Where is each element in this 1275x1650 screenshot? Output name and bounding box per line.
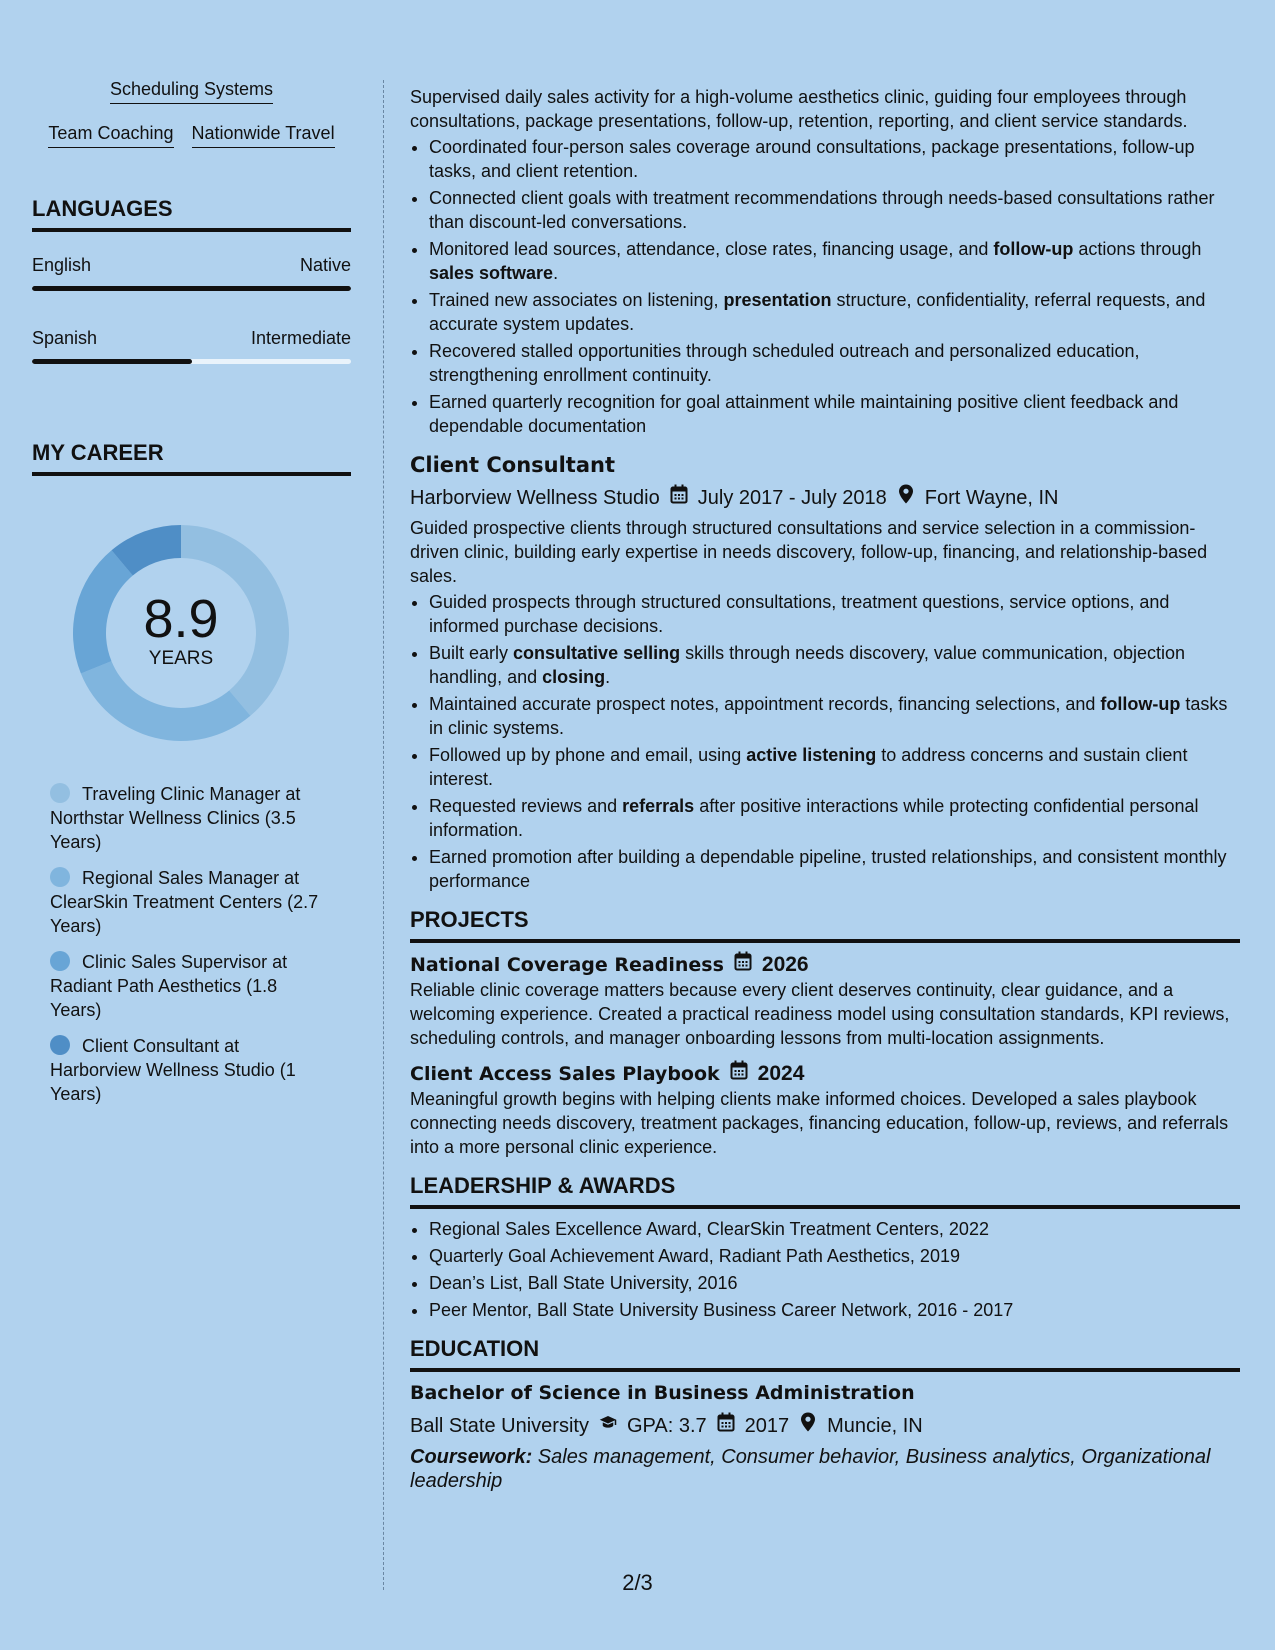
calendar-icon [734,951,752,978]
project-item [410,1060,1240,1159]
school-location: Muncie, IN [827,1414,923,1437]
legend-label: Regional Sales Manager at ClearSkin Treatment Centers (2.7 Years) [50,868,319,936]
right-column [410,85,1240,1493]
project-description: Meaningful growth begins with helping clients make informed choices. Developed a sales playbook connecting needs discovery, treatment packages, financing education, follow-up, reviews, and referrals into a more personal clinic experience. [410,1089,1229,1157]
language-level: Intermediate [250,328,351,348]
legend-dot [50,783,70,803]
language-item [32,254,351,291]
left-column [32,78,351,1118]
degree-title: Bachelor of Science in Business Administration [410,1382,915,1404]
calendar-icon [730,1060,748,1087]
map-pin-icon [897,484,915,511]
job-bullets [410,135,1240,438]
awards-list [410,1217,1240,1322]
bullet-item: • Connected client goals with treatment recommendations through needs-based consultations rather than discount-led conversations. [429,186,1240,234]
bullet-item: • Recovered stalled opportunities through scheduled outreach and personalized education, strengthening enrollment continuity. [429,339,1240,387]
bullet-item: • Earned promotion after building a dependable pipeline, trusted relationships, and consistent monthly performance [429,845,1240,893]
project-year: 2026 [761,952,809,976]
education-heading: EDUCATION [410,1336,1240,1372]
language-proficiency-fill [32,359,192,364]
project-title: National Coverage Readiness [410,953,724,976]
award-item: • Regional Sales Excellence Award, ClearSkin Treatment Centers, 2022 [429,1217,1240,1241]
languages-section [32,196,351,364]
award-item: • Peer Mentor, Ball State University Business Career Network, 2016 - 2017 [429,1298,1240,1322]
coursework [410,1445,1240,1493]
career-legend-item [50,782,320,854]
career-legend [50,782,320,1106]
skill-tag: Scheduling Systems [110,78,273,104]
job-dates: July 2017 - July 2018 [697,486,887,509]
language-name: Spanish [32,328,98,348]
language-name: English [32,255,92,275]
school-name: Ball State University [410,1414,589,1437]
career-legend-item [50,1034,320,1106]
job-meta [410,484,1240,511]
job-bullets [410,590,1240,893]
language-level: Native [299,255,351,275]
bullet-item: • Requested reviews and referrals after positive interactions while protecting confidential personal information. [429,794,1240,842]
language-proficiency-bar [32,286,351,291]
legend-label: Traveling Clinic Manager at Northstar Wellness Clinics (3.5 Years) [50,784,301,852]
career-total-years: 8.9 [143,589,219,649]
career-legend-item [50,950,320,1022]
company-name: Harborview Wellness Studio [410,486,660,509]
bullet-item: • Earned quarterly recognition for goal attainment while maintaining positive client feedback and dependable documentation [429,390,1240,438]
language-item [32,327,351,364]
job-summary: Guided prospective clients through structured consultations and service selection in a commission-driven clinic, building early expertise in needs discovery, follow-up, financing, and relationship-based sales. [410,518,1208,586]
projects-heading: PROJECTS [410,907,1240,943]
bullet-item: • Maintained accurate prospect notes, appointment records, financing selections, and follow-up tasks in clinic systems. [429,692,1240,740]
awards-heading: LEADERSHIP & AWARDS [410,1173,1240,1209]
graduation-year: 2017 [744,1414,790,1437]
language-proficiency-bar [32,359,351,364]
legend-dot [50,867,70,887]
job-location: Fort Wayne, IN [924,486,1059,509]
legend-dot [50,1035,70,1055]
graduation-cap-icon [599,1412,617,1439]
project-year: 2024 [757,1061,805,1085]
project-item [410,951,1240,1050]
page-number: 2/3 [622,1570,653,1595]
legend-label: Clinic Sales Supervisor at Radiant Path Aesthetics (1.8 Years) [50,952,288,1020]
languages-list [32,254,351,364]
language-proficiency-fill [32,286,351,291]
languages-heading: LANGUAGES [32,196,351,232]
column-divider [383,80,384,1590]
bullet-item: • Trained new associates on listening, presentation structure, confidentiality, referral requests, and accurate system updates. [429,288,1240,336]
skills-row-2 [32,122,351,148]
donut-segment [81,661,251,741]
award-item: • Dean’s List, Ball State University, 2016 [429,1271,1240,1295]
legend-dot [50,951,70,971]
skills-row-1 [32,78,351,104]
coursework-list: Sales management, Consumer behavior, Business analytics, Organizational leadership [410,1446,1211,1492]
job-summary: Supervised daily sales activity for a high-volume aesthetics clinic, guiding four employees through consultations, package presentations, follow-up, retention, reporting, and client service standards. [410,87,1188,131]
map-pin-icon [799,1412,817,1439]
skill-tag: Nationwide Travel [192,122,335,148]
career-total-unit: YEARS [148,648,214,669]
career-section [32,440,351,1106]
career-donut-chart [66,518,296,748]
gpa: GPA: 3.7 [626,1414,707,1437]
donut-center [66,590,296,670]
bullet-item: • Followed up by phone and email, using active listening to address concerns and sustain client interest. [429,743,1240,791]
bullet-item: • Guided prospects through structured consultations, treatment questions, service options, and informed purchase decisions. [429,590,1240,638]
skill-tag: Team Coaching [48,122,173,148]
education-meta [410,1412,1240,1439]
job-title: Client Consultant [410,453,615,477]
award-item: • Quarterly Goal Achievement Award, Radiant Path Aesthetics, 2019 [429,1244,1240,1268]
bullet-item: • Built early consultative selling skills through needs discovery, value communication, objection handling, and closing. [429,641,1240,689]
calendar-icon [670,484,688,511]
coursework-label: Coursework: [410,1446,533,1468]
career-legend-item [50,866,320,938]
career-heading: MY CAREER [32,440,351,476]
project-description: Reliable clinic coverage matters because every client deserves continuity, clear guidance, and a welcoming experience. Created a practical readiness model using consultation standards, KPI reviews, scheduling controls, and manager onboarding lessons from multi-location assignments. [410,980,1230,1048]
bullet-item: • Coordinated four-person sales coverage around consultations, package presentations, follow-up tasks, and client retention. [429,135,1240,183]
legend-label: Client Consultant at Harborview Wellness Studio (1 Years) [50,1036,296,1104]
project-title: Client Access Sales Playbook [410,1062,720,1085]
bullet-item: • Monitored lead sources, attendance, close rates, financing usage, and follow-up actions through sales software. [429,237,1240,285]
calendar-icon [717,1412,735,1439]
